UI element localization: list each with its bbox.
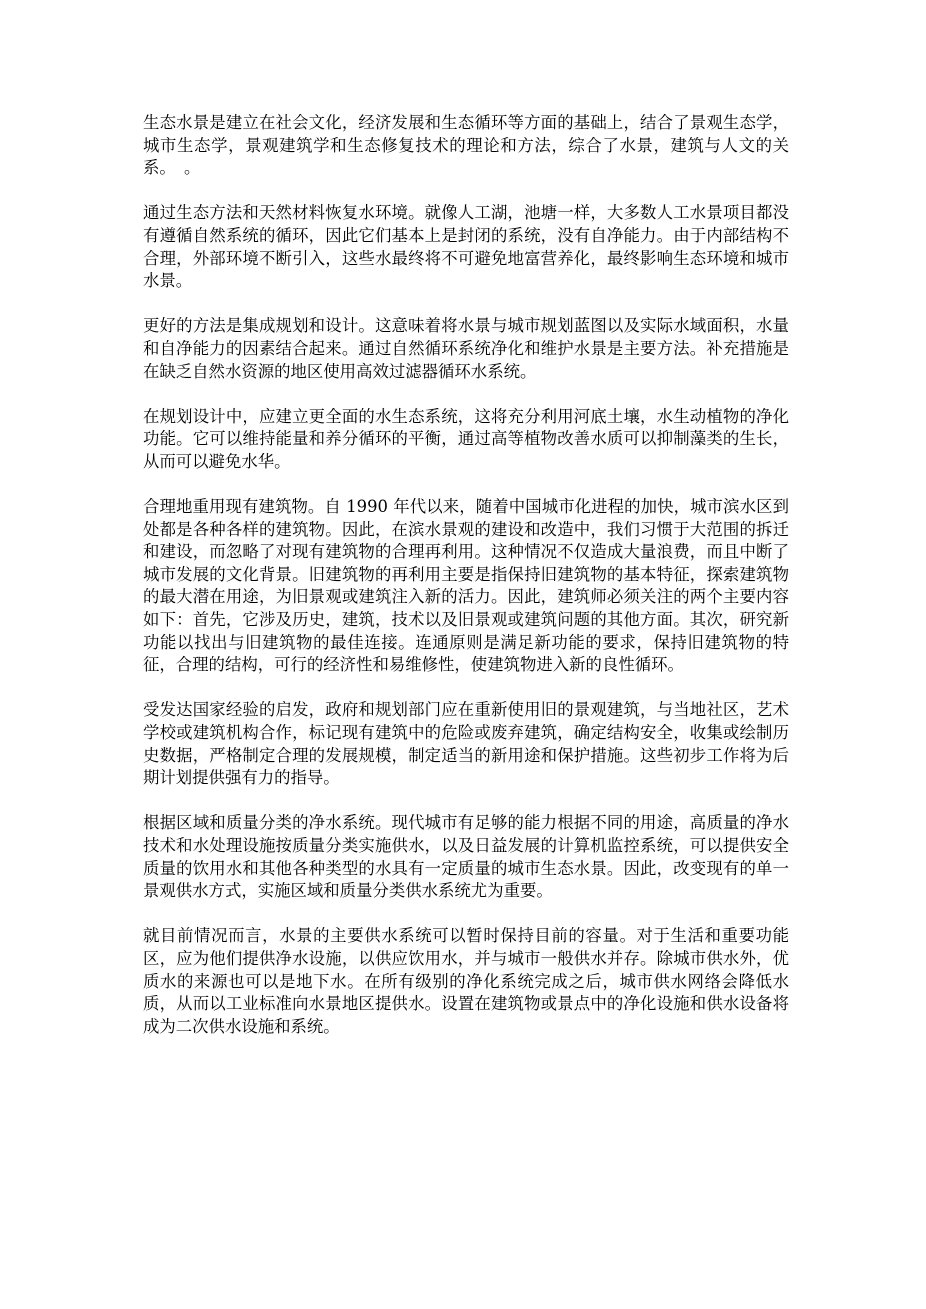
paragraph-2: 通过生态方法和天然材料恢复水环境。就像人工湖，池塘一样，大多数人工水景项目都没有遵循自然系统的循环，因此它们基本上是封闭的系统，没有自净能力。由于内部结构不合理，外部环境不断引入，这些水最终将不可避免地富营养化，最终影响生态环境和城市水景。 [143,203,789,291]
paragraph-5: 合理地重用现有建筑物。自 1990 年代以来，随着中国城市化进程的加快，城市滨水区到处都是各种各样的建筑物。因此，在滨水景观的建设和改造中，我们习惯于大范围的拆迁和建设，而忽略了对现有建筑物的合理再利用。这种情况不仅造成大量浪费，而且中断了城市发展的文化背景。旧建筑物的再利用主要是指保持旧建筑物的基本特征，探索建筑物的最大潜在用途，为旧景观或建筑注入新的活力。因此，建筑师必须关注的两个主要内容如下：首先，它涉及历史，建筑，技术以及旧景观或建筑问题的其他方面。其次，研究新功能以找出与旧建筑物的最佳连接。连通原则是满足新功能的要求，保持旧建筑物的特征，合理的结构，可行的经济性和易维修性，使建筑物进入新的良性循环。 [143,497,789,675]
paragraph-1: 生态水景是建立在社会文化，经济发展和生态循环等方面的基础上，结合了景观生态学，城市生态学，景观建筑学和生态修复技术的理论和方法，综合了水景，建筑与人文的关系。 。 [143,113,789,178]
paragraph-8: 就目前情况而言，水景的主要供水系统可以暂时保持目前的容量。对于生活和重要功能区，应为他们提供净水设施，以供应饮用水，并与城市一般供水并存。除城市供水外，优质水的来源也可以是地下水。在所有级别的净化系统完成之后，城市供水网络会降低水质，从而以工业标准向水景地区提供水。设置在建筑物或景点中的净化设施和供水设备将成为二次供水设施和系统。 [143,926,789,1036]
paragraph-7: 根据区域和质量分类的净水系统。现代城市有足够的能力根据不同的用途，高质量的净水技术和水处理设施按质量分类实施供水，以及日益发展的计算机监控系统，可以提供安全质量的饮用水和其他各种类型的水具有一定质量的城市生态水景。因此，改变现有的单一景观供水方式，实施区域和质量分类供水系统尤为重要。 [143,813,789,901]
paragraph-4: 在规划设计中，应建立更全面的水生态系统，这将充分利用河底土壤，水生动植物的净化功能。它可以维持能量和养分循环的平衡，通过高等植物改善水质可以抑制藻类的生长，从而可以避免水华。 [143,406,789,471]
paragraph-6: 受发达国家经验的启发，政府和规划部门应在重新使用旧的景观建筑，与当地社区，艺术学校或建筑机构合作，标记现有建筑中的危险或废弃建筑，确定结构安全，收集或绘制历史数据，严格制定合理的发展规模，制定适当的新用途和保护措施。这些初步工作将为后期计划提供强有力的指导。 [143,700,789,788]
document-body [143,112,789,1038]
paragraph-3: 更好的方法是集成规划和设计。这意味着将水景与城市规划蓝图以及实际水域面积，水量和自净能力的因素结合起来。通过自然循环系统净化和维护水景是主要方法。补充措施是在缺乏自然水资源的地区使用高效过滤器循环水系统。 [143,316,789,381]
